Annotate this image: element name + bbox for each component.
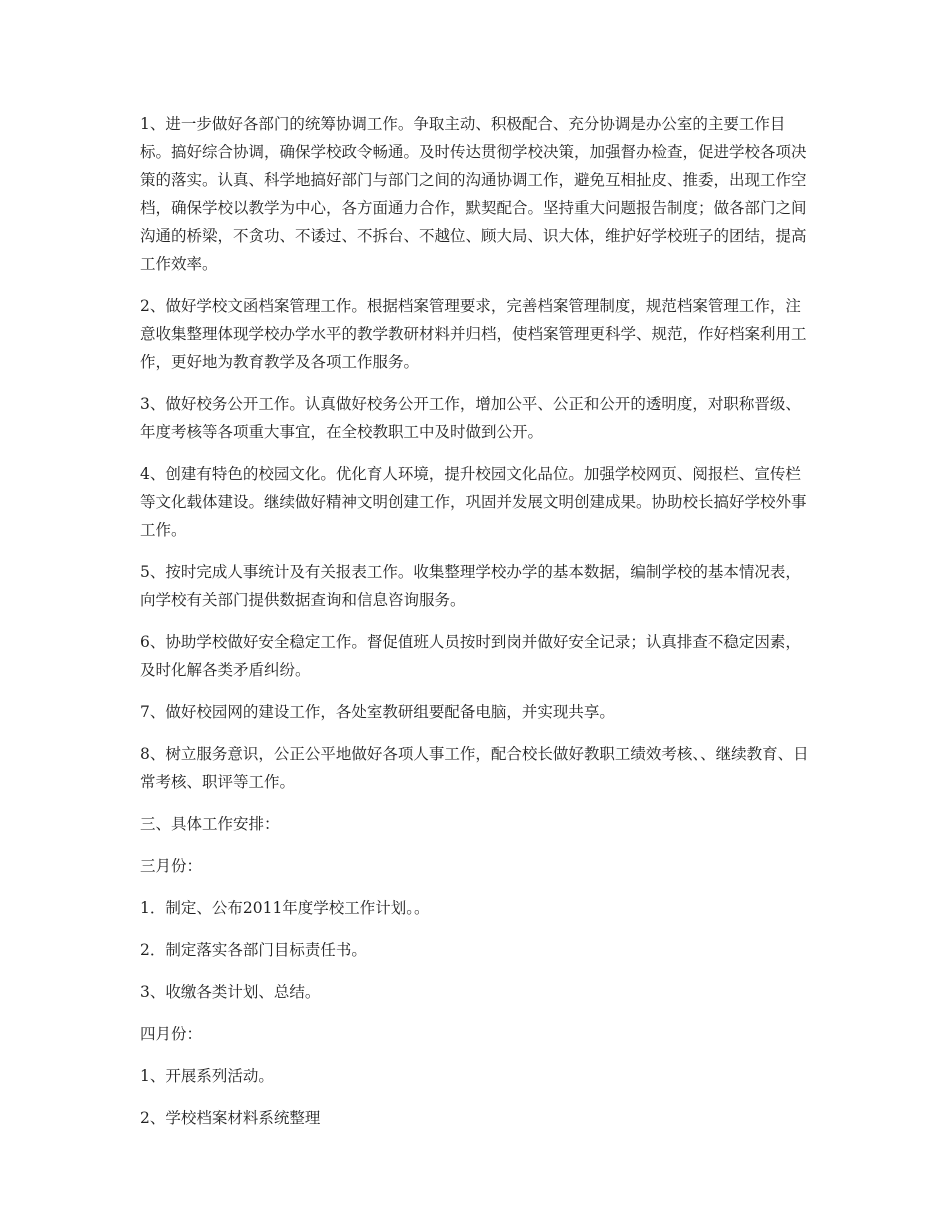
paragraph-4: 4、创建有特色的校园文化。优化育人环境，提升校园文化品位。加强学校网页、阅报栏、宣传栏等文化载体建设。继续做好精神文明创建工作，巩固并发展文明创建成果。协助校长搞好学校外事工作。 xyxy=(140,465,807,539)
april-item-1: 1、开展系列活动。 xyxy=(140,1067,274,1085)
march-item-2: 2．制定落实各部门目标责任书。 xyxy=(140,941,367,959)
april-item-2: 2、学校档案材料系统整理 xyxy=(140,1109,321,1127)
paragraph-5: 5、按时完成人事统计及有关报表工作。收集整理学校办学的基本数据，编制学校的基本情况表，向学校有关部门提供数据查询和信息咨询服务。 xyxy=(140,563,801,609)
paragraph-2: 2、做好学校文函档案管理工作。根据档案管理要求，完善档案管理制度，规范档案管理工作，注意收集整理体现学校办学水平的教学教研材料并归档，使档案管理更科学、规范，作好档案利用工作，更好地为教育教学及各项工作服务。 xyxy=(140,297,807,371)
paragraph-7: 7、做好校园网的建设工作，各处室教研组要配备电脑，并实现共享。 xyxy=(140,703,615,721)
month-heading-march: 三月份： xyxy=(140,857,203,875)
paragraph-3: 3、做好校务公开工作。认真做好校务公开工作，增加公平、公正和公开的透明度，对职称晋级、年度考核等各项重大事宜，在全校教职工中及时做到公开。 xyxy=(140,395,801,441)
document-body xyxy=(140,110,810,1146)
march-item-1: 1．制定、公布2011年度学校工作计划。。 xyxy=(140,899,430,917)
month-heading-april: 四月份： xyxy=(140,1025,203,1043)
march-item-3: 3、收缴各类计划、总结。 xyxy=(140,983,321,1001)
paragraph-8: 8、树立服务意识，公正公平地做好各项人事工作，配合校长做好教职工绩效考核、、继续教育、日常考核、职评等工作。 xyxy=(140,745,809,791)
paragraph-1: 1、进一步做好各部门的统筹协调工作。争取主动、积极配合、充分协调是办公室的主要工作目标。搞好综合协调，确保学校政令畅通。及时传达贯彻学校决策，加强督办检查，促进学校各项决策的落实。认真、科学地搞好部门与部门之间的沟通协调工作，避免互相扯皮、推委，出现工作空档，确保学校以教学为中心，各方面通力合作，默契配合。坚持重大问题报告制度；做各部门之间沟通的桥梁，不贪功、不诿过、不拆台、不越位、顾大局、识大体，维护好学校班子的团结，提高工作效率。 xyxy=(140,115,807,273)
section-heading: 三、具体工作安排： xyxy=(140,815,280,833)
paragraph-6: 6、协助学校做好安全稳定工作。督促值班人员按时到岗并做好安全记录；认真排查不稳定因素，及时化解各类矛盾纠纷。 xyxy=(140,633,801,679)
